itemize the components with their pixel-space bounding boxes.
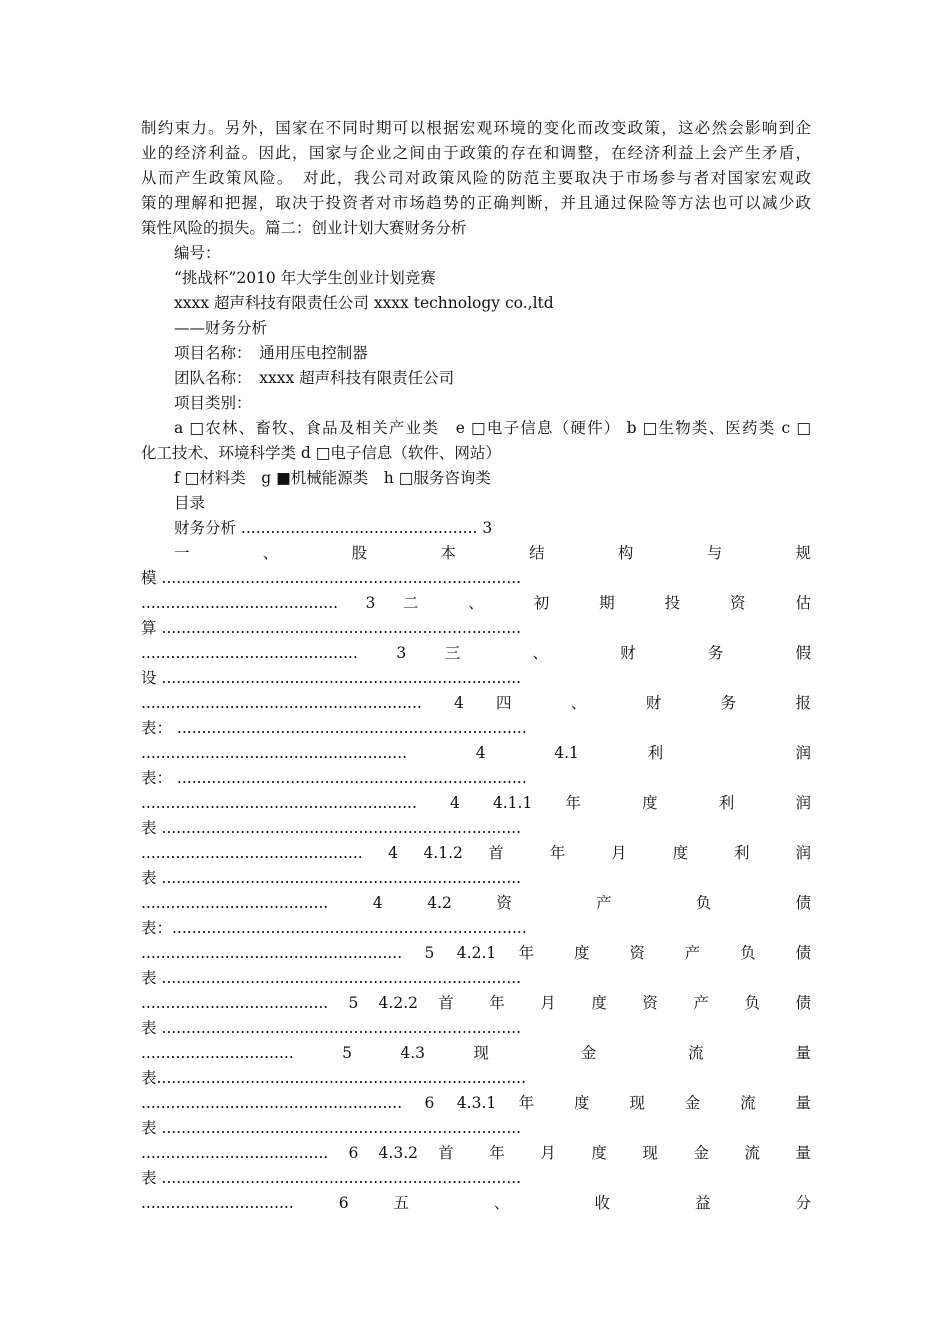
toc-entry: 模 ......................................................................... <box>141 569 522 587</box>
category-line: 化工技术、环境科学类 d □电子信息（软件、网站） <box>141 444 501 462</box>
toc-entry: 设 ......................................................................... <box>141 669 522 687</box>
toc-entry: ......................................................... 4 四 、 财 务 报 <box>141 694 811 712</box>
category-line: f □材料类 g ■机械能源类 h □服务咨询类 <box>174 469 491 487</box>
toc-entry: ...................................... 5 4.2.2 首 年 月 度 资 产 负 债 <box>141 994 811 1012</box>
project-name: 项目名称： 通用压电控制器 <box>174 344 368 362</box>
toc-entry: 表 ......................................................................... <box>141 819 522 837</box>
toc-entry: 一 、 股 本 结 构 与 规 <box>174 544 811 562</box>
toc-entry: ..................................................... 5 4.2.1 年 度 资 产 负 债 <box>141 944 811 962</box>
team-name: 团队名称： xxxx 超声科技有限责任公司 <box>174 369 455 387</box>
toc-entry: ........................................................ 4 4.1.1 年 度 利 润 <box>141 794 811 812</box>
category-line: a □农林、畜牧、食品及相关产业类 e □电子信息（硬件） b □生物类、医药类 c □ <box>174 419 811 437</box>
section-subtitle: ——财务分析 <box>174 319 268 337</box>
paragraph-line: 从而产生政策风险。 对此，我公司对政策风险的防范主要取决于市场参与者对国家宏观政 <box>141 169 811 187</box>
toc-entry: 表 ......................................................................... <box>141 969 522 987</box>
toc-entry: ...................................................... 4 4.1 利 润 <box>141 744 811 762</box>
toc-title: 目录 <box>174 494 206 512</box>
toc-entry: ..................................................... 6 4.3.1 年 度 现 金 流 量 <box>141 1094 811 1112</box>
toc-entry: 表：........................................................................ <box>141 919 527 937</box>
toc-entry: ........................................ 3 二 、 初 期 投 资 估 <box>141 594 811 612</box>
toc-entry: 表 ......................................................................... <box>141 1169 522 1187</box>
serial-number-label: 编号： <box>174 244 221 262</box>
toc-entry: 算 ......................................................................... <box>141 619 522 637</box>
paragraph-line: 制约束力。另外，国家在不同时期可以根据宏观环境的变化而改变政策，这必然会影响到企 <box>141 119 811 137</box>
toc-entry: ............................................ 3 三 、 财 务 假 <box>141 644 811 662</box>
toc-entry: ............................... 6 五 、 收 益 分 <box>141 1194 811 1212</box>
toc-entry: 表： ....................................................................... <box>141 769 527 787</box>
toc-entry: 表 ......................................................................... <box>141 1119 522 1137</box>
toc-entry: 表........................................................................... <box>141 1069 527 1087</box>
toc-entry: 表： ....................................................................... <box>141 719 527 737</box>
toc-entry: 表 ......................................................................... <box>141 1019 522 1037</box>
paragraph-line: 策的理解和把握，取决于投资者对市场趋势的正确判断，并且通过保险等方法也可以减少政 <box>141 194 811 212</box>
toc-entry: ............................... 5 4.3 现 金 流 量 <box>141 1044 811 1062</box>
toc-entry: ............................................. 4 4.1.2 首 年 月 度 利 润 <box>141 844 811 862</box>
toc-entry: ...................................... 6 4.3.2 首 年 月 度 现 金 流 量 <box>141 1144 811 1162</box>
company-name: xxxx 超声科技有限责任公司 xxxx technology co.,ltd <box>174 294 554 312</box>
toc-entry: 财务分析 ................................................ 3 <box>174 519 493 537</box>
toc-entry: 表 ......................................................................... <box>141 869 522 887</box>
toc-entry: ...................................... 4 4.2 资 产 负 债 <box>141 894 811 912</box>
paragraph-line: 业的经济利益。因此，国家与企业之间由于政策的存在和调整，在经济利益上会产生矛盾， <box>141 144 811 162</box>
paragraph-line: 策性风险的损失。篇二：创业计划大赛财务分析 <box>141 219 467 237</box>
project-category-label: 项目类别： <box>174 394 252 412</box>
competition-name: “挑战杯”2010 年大学生创业计划竞赛 <box>174 269 436 287</box>
